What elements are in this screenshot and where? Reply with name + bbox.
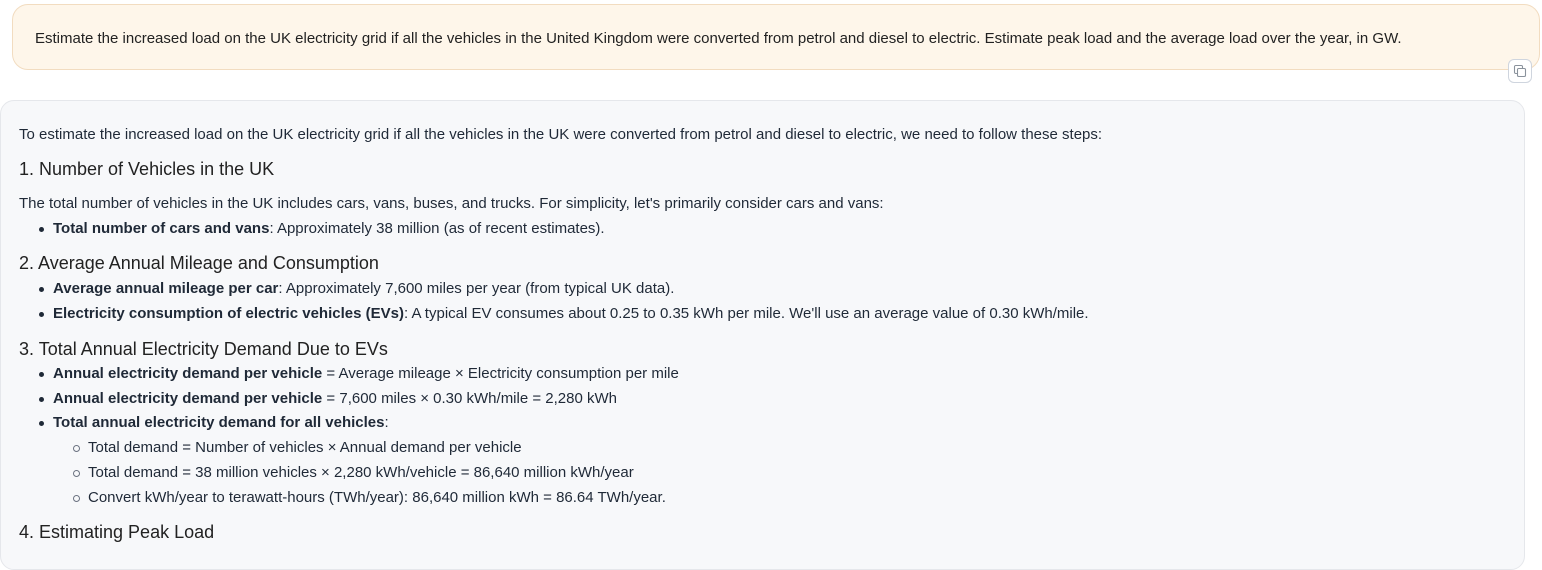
sub-list-item: Total demand = Number of vehicles × Annual demand per vehicle [88, 439, 522, 456]
section-4-heading: 4. Estimating Peak Load [19, 522, 215, 542]
section-1-text: The total number of vehicles in the UK includes cars, vans, buses, and trucks. For simplicity, let's primarily consider cars and vans: [19, 195, 884, 212]
section-2-heading: 2. Average Annual Mileage and Consumption [19, 253, 379, 273]
list-item-bold: Annual electricity demand per vehicle [53, 365, 323, 382]
list-item-bold: Electricity consumption of electric vehicles (EVs) [53, 305, 404, 322]
list-item-text: = Average mileage × Electricity consumption per mile [322, 365, 679, 382]
list-item-text: : Approximately 38 million (as of recent estimates). [269, 220, 605, 237]
user-message [12, 4, 1540, 70]
copy-icon [1513, 64, 1527, 78]
list-item-text: : A typical EV consumes about 0.25 to 0.35 kWh per mile. We'll use an average value of 0.30 kWh/mile. [403, 305, 1089, 322]
list-item-bold: Annual electricity demand per vehicle [53, 390, 323, 407]
list-item-bold: Total number of cars and vans [53, 220, 270, 237]
user-prompt-text: Estimate the increased load on the UK electricity grid if all the vehicles in the United Kingdom were converted from petrol and diesel to electric. Estimate peak load and the average load over the year, in GW. [35, 30, 1402, 47]
assistant-message [0, 100, 1525, 570]
sub-list-item: Convert kWh/year to terawatt-hours (TWh/year): 86,640 million kWh = 86.64 TWh/year. [88, 489, 666, 506]
list-item-text: : Approximately 7,600 miles per year (from typical UK data). [278, 280, 675, 297]
list-item [53, 389, 617, 409]
list-item-bold: Average annual mileage per car [53, 280, 279, 297]
sub-list-item: Total demand = 38 million vehicles × 2,280 kWh/vehicle = 86,640 million kWh/year [88, 464, 634, 481]
list-item [53, 413, 389, 433]
list-item-text: : [384, 414, 389, 431]
section-3-heading: 3. Total Annual Electricity Demand Due to EVs [19, 339, 388, 359]
section-1-heading: 1. Number of Vehicles in the UK [19, 159, 275, 179]
list-item [53, 304, 1089, 324]
list-item-bold: Total annual electricity demand for all vehicles [53, 414, 385, 431]
list-item [53, 219, 605, 239]
copy-button[interactable] [1508, 59, 1532, 83]
list-item [53, 279, 674, 299]
list-item-text: = 7,600 miles × 0.30 kWh/mile = 2,280 kWh [322, 390, 617, 407]
list-item [53, 364, 679, 384]
response-intro: To estimate the increased load on the UK electricity grid if all the vehicles in the UK were converted from petrol and diesel to electric, we need to follow these steps: [19, 126, 1103, 143]
